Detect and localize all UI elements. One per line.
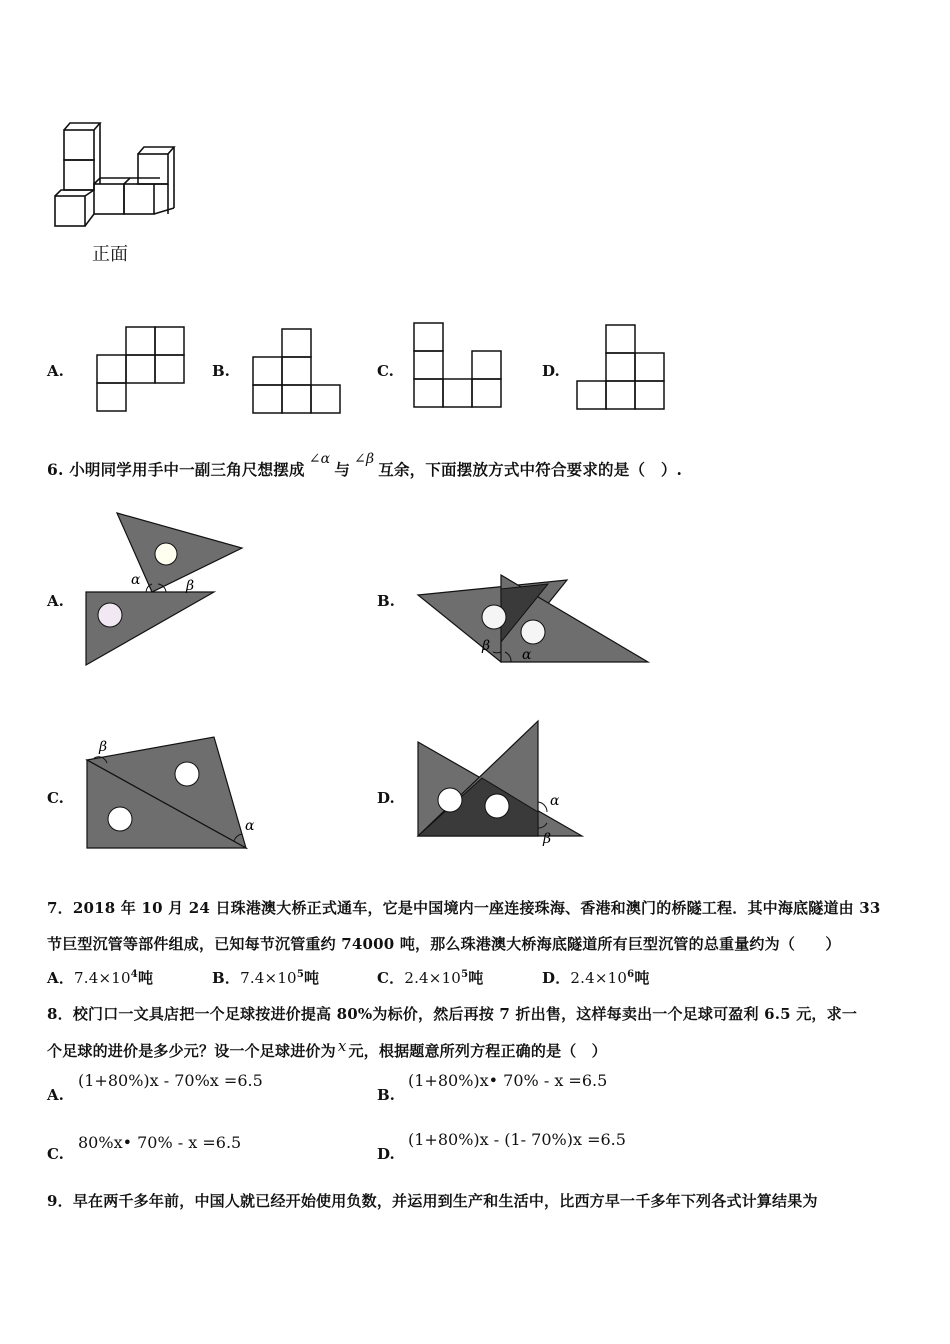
q5-option-b-grid[interactable] (252, 328, 342, 414)
q7-option-d-value: 2.4×10 (570, 969, 628, 987)
q7-option-b-exp: 5 (296, 969, 304, 980)
q7-line2: 节巨型沉管等部件组成，已知每节沉管重约 74000 吨，那么珠港澳大桥海底隧道所有巨型沉管的总重量约为（ ） (47, 935, 841, 953)
q5-option-c-label[interactable]: C. (377, 362, 394, 380)
q7-option-d[interactable] (542, 967, 650, 988)
q6-option-d-figure[interactable] (410, 718, 590, 848)
q5-option-c-grid[interactable] (413, 322, 503, 408)
q7-option-c[interactable] (377, 967, 483, 988)
q6-number: 6. (47, 460, 64, 479)
q6-option-a-label[interactable]: A. (47, 592, 64, 610)
q7-option-c-value: 2.4×10 (404, 969, 462, 987)
q7-option-c-label: C． (377, 969, 405, 987)
q7-option-b-label: B． (212, 969, 241, 987)
q7-option-b-unit: 吨 (303, 969, 320, 987)
q7-option-d-label: D． (542, 969, 571, 987)
q7-option-a-exp: 4 (130, 969, 138, 980)
q8-option-d-label[interactable]: D. (377, 1145, 395, 1163)
q7-option-a-value: 7.4×10 (74, 969, 131, 987)
q8-option-c-label[interactable]: C. (47, 1145, 64, 1163)
q5-option-b-label[interactable]: B. (212, 362, 230, 380)
q8-option-c-formula[interactable]: 80%x• 70% - x =6.5 (78, 1133, 242, 1152)
beta-label: β (99, 739, 108, 755)
q7-option-d-unit: 吨 (634, 969, 650, 987)
q8-line2 (47, 1037, 607, 1061)
figure-front-label: 正面 (92, 244, 128, 265)
q5-option-a-grid[interactable] (96, 327, 186, 412)
alpha-label: α (522, 647, 532, 663)
q8-variable: x (337, 1037, 347, 1055)
q6-option-c-label[interactable]: C. (47, 789, 64, 807)
q8-option-d-formula[interactable]: (1+80%)x - (1- 70%)x =6.5 (408, 1130, 626, 1149)
alpha-label: α (245, 818, 255, 834)
q8-option-a-formula[interactable]: (1+80%)x - 70%x =6.5 (78, 1071, 263, 1090)
q6-text-before: 小明同学用手中一副三角尺想摆成 (69, 460, 305, 479)
q5-option-d-label[interactable]: D. (542, 362, 560, 380)
q6-option-a-figure[interactable] (80, 508, 250, 668)
q6-option-b-label[interactable]: B. (377, 592, 395, 610)
q7-option-b[interactable] (212, 967, 319, 988)
q6-option-d-label[interactable]: D. (377, 789, 395, 807)
q7-option-a-label: A． (47, 969, 75, 987)
alpha-label: α (131, 572, 141, 588)
q6-text-after: 互余，下面摆放方式中符合要求的是（ ）. (378, 460, 683, 479)
q6-connector: 与 (334, 460, 351, 479)
beta-label: β (186, 578, 195, 594)
beta-label: β (482, 638, 491, 654)
q7-option-c-unit: 吨 (468, 969, 484, 987)
q7-line1: 7．2018 年 10 月 24 日珠港澳大桥正式通车，它是中国境内一座连接珠海、香港和澳门的桥隧工程．其中海底隧道由 33 (47, 899, 881, 917)
q8-option-b-label[interactable]: B. (377, 1086, 395, 1104)
q9-line1: 9．早在两千多年前，中国人就已经开始使用负数，并运用到生产和生活中，比西方早一千多年下列各式计算结果为 (47, 1192, 818, 1210)
beta-label: β (543, 831, 552, 847)
q6-angle-beta: ∠β (354, 451, 375, 467)
q6-option-b-figure[interactable] (410, 570, 655, 670)
q8-line2-b: 元，根据题意所列方程正确的是（ ） (348, 1042, 607, 1060)
q7-option-a-unit: 吨 (137, 969, 154, 987)
q8-line1: 8．校门口一文具店把一个足球按进价提高 80%为标价，然后再按 7 折出售，这样每卖出一个足球可盈利 6.5 元，求一 (47, 1005, 858, 1023)
q5-option-d-grid[interactable] (576, 324, 666, 410)
q8-line2-a: 个足球的进价是多少元？设一个足球进价为 (47, 1042, 336, 1060)
q6-angle-alpha: ∠α (308, 451, 331, 467)
q5-option-a-label[interactable]: A. (47, 362, 64, 380)
q7-option-a[interactable] (47, 967, 153, 988)
cube-stack-figure (50, 120, 185, 230)
q8-option-b-formula[interactable]: (1+80%)x• 70% - x =6.5 (408, 1071, 608, 1090)
q6-option-c-figure[interactable] (80, 730, 260, 855)
q8-option-a-label[interactable]: A. (47, 1086, 64, 1104)
q6-stem (47, 451, 683, 480)
q7-option-b-value: 7.4×10 (240, 969, 297, 987)
q7-option-d-exp: 6 (627, 969, 635, 980)
alpha-label: α (550, 793, 560, 809)
q7-option-c-exp: 5 (461, 969, 469, 980)
